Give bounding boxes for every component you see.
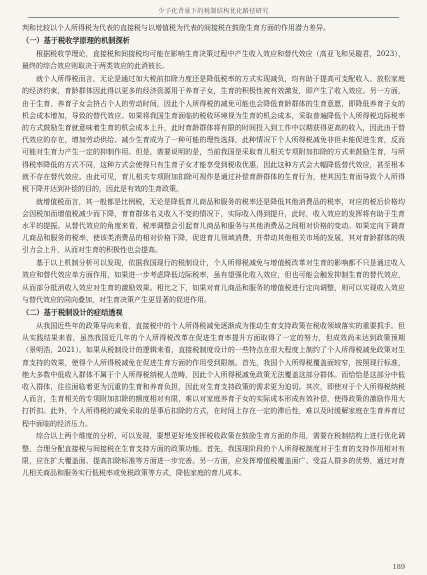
section-heading-1: （一）基于税收学原理的机制探析 [22,36,130,46]
intro-paragraph: 判和比较以个人所得税为代表的直接税与以增值税为代表的间接税在鼓励生育方面的作用潜力差异。 [22,24,330,32]
body-paragraph: 综合以上两个维度的分析，可以发现，要想更好地发挥税收政策在鼓励生育方面的作用，需要在税制结构上进行优化调整，合理分配直接税与间接税在生育支持方面的政策功能。首先，我国现阶段的个人所得税制度对于生育的支持作用相对有限，应在扩大覆盖面、提高扣除标准等方面进一步完善。另一方面，应发挥增值税覆盖面广、受益人群多的优势，通过对育儿相关商品和服务实行低税率或免税政策等方式，降低家庭的育儿成本。 [22,432,405,477]
running-header: 少子化背景下的税制结构优化路径研究 [158,8,269,15]
body-paragraph: 基于以上机制分析可以发现，依据我国现行的税制设计，个人所得税减免与增值税改革对生育的影响都不只是通过收入效应和替代效应单方面作用，如果进一步考虑降低边际税率，虽有望强化收入效应，但也可能会触发抑制生育的替代效应，从而部分抵消收入效应对生育的激励效果。相比之下，如果对育儿商品和服务的增值税进行定向调整，则可以实现收入效应与替代效应的同向叠加，对生育决策产生更显著的促进作用。 [22,259,405,304]
body-paragraph: 从我国近些年的政策导向来看，直接税中的个人所得税减免逐渐成为推动生育支持政策在税收领域落实的重要抓手。但从实践结果来看，虽然我国近几年的个人所得税改革在促进生育率提升方面取得了一定的努力，但成效尚未达到政策预期（景明浩，2021）。如果从税制设计的逻辑来看，直接税制度设计的一些特点在很大程度上制约了个人所得税减免政策对生育支持的效果，使得个人所得税减免在促进生育方面的作用受到限制。首先，我国个人所得税覆盖面较窄，按照现行标准，绝大多数中低收入群体不属于个人所得税纳税人范畴，因此个人所得税减免政策无法覆盖这部分群体。而恰恰是这部分中低收入群体，往往面临着更为沉重的生育和养育负担，因此对生育支持政策的需求更为迫切。其次，即使对于个人所得税纳税人而言，生育相关的专项附加扣除的额度相对有限，难以对家庭养育子女的实际成本形成有效补偿，使得政策的激励作用大打折扣。此外，个人所得税的减免采取的是事后扣除的方式，在时间上存在一定的滞后性，难以及时缓解家庭在生育养育过程中面临的经济压力。 [22,321,405,428]
body-paragraph: 根据税收学理论，直接税和间接税均可能在影响生育决策过程中产生收入效应和替代效应（高亚飞和吴璇君，2023），最终的综合效应则取决于两类效应的此消彼长。 [22,50,405,71]
body-paragraph: 就增值税而言，其一般都是比例税，无论是降低育儿商品和服务的税率还是降低其他消费品的税率，对应的税后价格均会因税加而增值税减少而下降，育育群体名义收入不变的情况下，实际收入得到提升，此时，收入效应的发挥将有助于生育水平的提振。从替代效应的角度来看，税率调整会引起育儿商品和服务与其他消费品之间相对价格的变动。如果定向下调育儿商品和服务的税率，使该类消费品的相对价格下降，促进育儿领域消费，并带动其他相关市场的发展，其对育龄群体的吸引力会上升，从而对生育的积极性也会提高。 [22,197,405,255]
article-body [22,22,405,559]
body-paragraph: 就个人所得税而言，无论是通过加大税前扣除力度还是降低税率的方式实现减负，均有助于提高可支配收入、放松家庭的经济约束，育龄群体因此得以更多的经济资源用于养育子女，生育的积极性被有效激发，即产生了收入效应。另一方面，由于生育、养育子女会挤占个人的劳动时间，因此个人所得税的减免可能也会降低育龄群体的生育意愿，即降低养育子女的机会成本增加，导致的替代效应。如果将我国生育面临的税收环境视为生育的机会成本，采取普遍降低个人所得税边际税率的方式鼓励生育就意味着生育的机会成本上升，此时育龄群体将有限的时间投入到工作中以期获得更高的收入，因此由于替代效应的存在，增加劳动供给、减少生育成为了一种可能的理性选择，此种情况下个人所得税减免非但未能促进生育，反而可能对生育力产生一定的抑制作用。但是，需要说明的是，当前我国是采取育儿相关专项附加扣除的方式来鼓励生育，与所得税率降低的方式不同，这种方式会使得只有生育子女才能享受到税收优惠，因此这种方式会大幅降低替代效应，甚至根本就不存在替代效应。由此可见，育儿相关专项附加扣除可视作是通过补偿育龄群体的生育行为，使其因生育而导致个人所得税下降并达到补偿的目的，因此是有效的生育政策。 [22,75,405,193]
header-divider [28,17,399,18]
section-heading-2: （二）基于税制设计的症结透视 [22,307,123,317]
page-number: 189 [392,563,405,571]
